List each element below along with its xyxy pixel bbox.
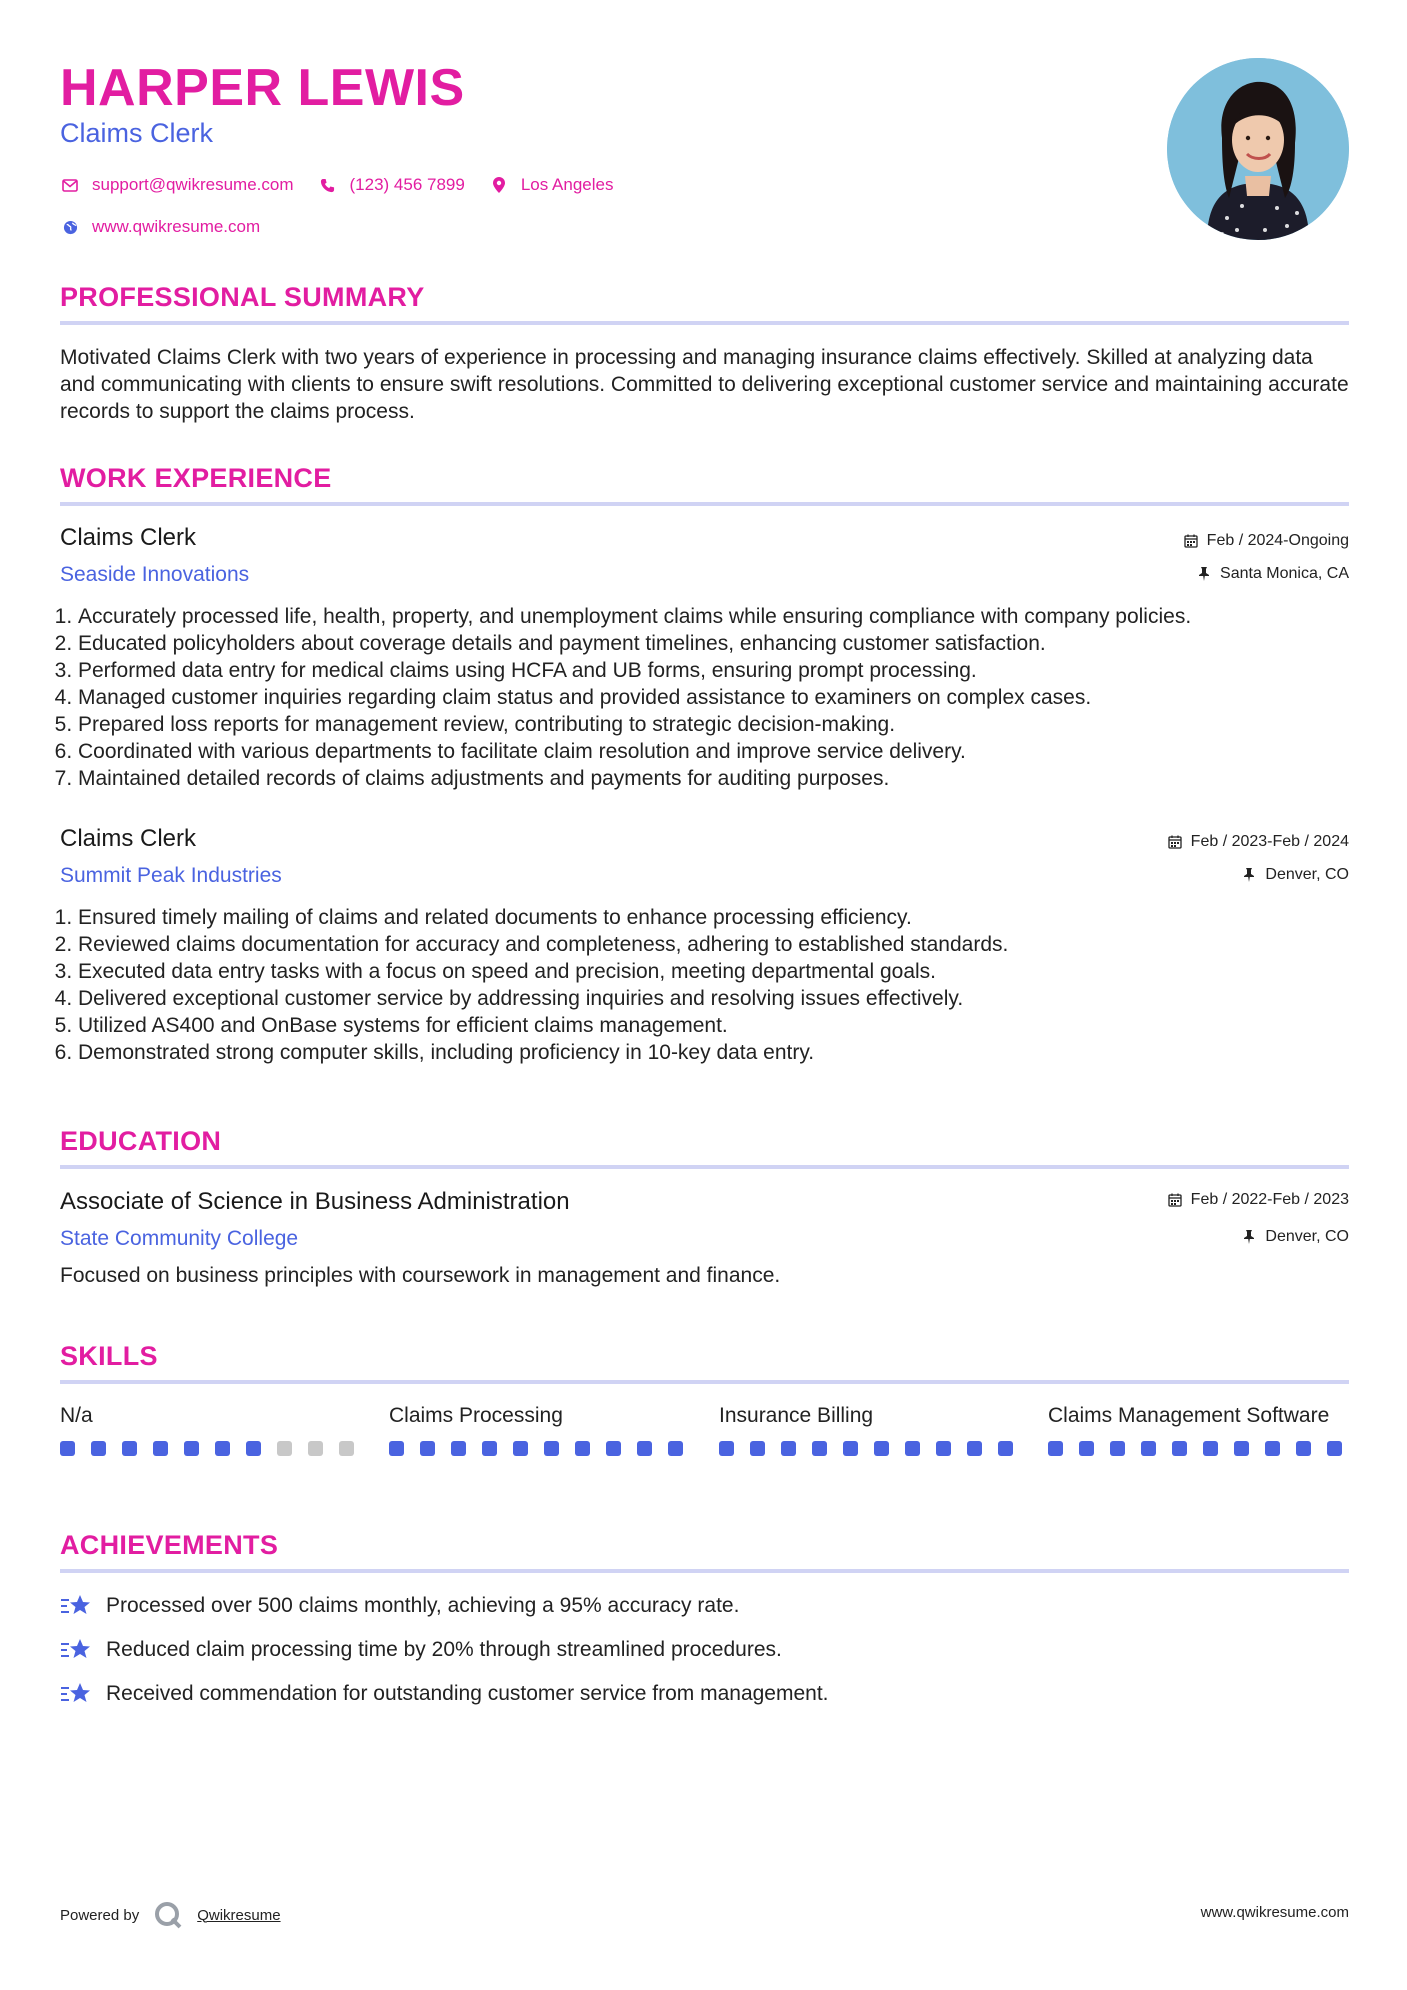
rating-dot-filled xyxy=(606,1441,621,1456)
rating-dot-filled xyxy=(122,1441,137,1456)
job-location xyxy=(1196,565,1349,583)
calendar-icon xyxy=(1167,1192,1183,1208)
rating-dot-filled xyxy=(1327,1441,1342,1456)
rating-dot-filled xyxy=(637,1441,652,1456)
rating-dot-filled xyxy=(905,1441,920,1456)
achievement-text: Received commendation for outstanding customer service from management. xyxy=(106,1682,829,1705)
job-dates xyxy=(1167,833,1349,851)
skills-divider xyxy=(60,1380,1349,1384)
rating-dot-empty xyxy=(277,1441,292,1456)
rating-dot-filled xyxy=(668,1441,683,1456)
education-divider xyxy=(60,1165,1349,1169)
star-icon xyxy=(60,1636,92,1664)
powered-by-label: Powered by xyxy=(60,1906,140,1924)
rating-dot-filled xyxy=(451,1441,466,1456)
list-item: 5. Utilized AS400 and OnBase systems for efficient claims management. xyxy=(78,1012,1367,1039)
job-dates xyxy=(1183,532,1349,550)
profile-photo xyxy=(1167,58,1349,240)
footer-website-link[interactable]: www.qwikresume.com xyxy=(1200,1904,1349,1921)
pushpin-icon xyxy=(1196,566,1212,582)
achievements-divider xyxy=(60,1569,1349,1573)
rating-dot-filled xyxy=(215,1441,230,1456)
list-item: 7. Maintained detailed records of claims adjustments and payments for auditing purposes. xyxy=(78,765,1367,792)
job-dates-text: Feb / 2023-Feb / 2024 xyxy=(1190,833,1349,850)
skill-item xyxy=(389,1402,689,1456)
rating-dot-filled xyxy=(936,1441,951,1456)
skill-rating xyxy=(719,1441,1019,1456)
envelope-icon xyxy=(60,175,80,195)
email-item[interactable] xyxy=(60,175,294,195)
list-item: 4. Managed customer inquiries regarding claim status and provided assistance to examiners on complex cases. xyxy=(78,684,1367,711)
achievement-text: Processed over 500 claims monthly, achieving a 95% accuracy rate. xyxy=(106,1594,740,1617)
skill-item xyxy=(1048,1402,1348,1456)
list-item: 6. Coordinated with various departments to facilitate claim resolution and improve service delivery. xyxy=(78,738,1367,765)
rating-dot-empty xyxy=(308,1441,323,1456)
rating-dot-filled xyxy=(1079,1441,1094,1456)
contact-info xyxy=(60,172,625,240)
phone-item[interactable] xyxy=(318,175,465,195)
skills-heading: SKILLS xyxy=(60,1341,158,1371)
skill-name: N/a xyxy=(60,1404,93,1427)
rating-dot-filled xyxy=(91,1441,106,1456)
rating-dot-filled xyxy=(60,1441,75,1456)
rating-dot-filled xyxy=(1234,1441,1249,1456)
list-item: 2. Reviewed claims documentation for accuracy and completeness, adhering to established standards. xyxy=(78,931,1367,958)
location-item xyxy=(489,175,614,195)
job-location xyxy=(1241,866,1349,884)
list-item: 2. Educated policyholders about coverage details and payment timelines, enhancing customer satisfaction. xyxy=(78,630,1367,657)
rating-dot-filled xyxy=(781,1441,796,1456)
globe-icon xyxy=(60,217,80,237)
list-item: 1. Ensured timely mailing of claims and related documents to enhance processing efficiency. xyxy=(78,904,1367,931)
rating-dot-filled xyxy=(420,1441,435,1456)
star-icon xyxy=(60,1592,92,1620)
rating-dot-filled xyxy=(184,1441,199,1456)
rating-dot-filled xyxy=(719,1441,734,1456)
list-item: 6. Demonstrated strong computer skills, including proficiency in 10-key data entry. xyxy=(78,1039,1367,1066)
rating-dot-filled xyxy=(246,1441,261,1456)
phone-text: (123) 456 7899 xyxy=(349,175,465,194)
pushpin-icon xyxy=(1241,1229,1257,1245)
skill-item xyxy=(719,1402,1019,1456)
rating-dot-filled xyxy=(1172,1441,1187,1456)
list-item: 1. Accurately processed life, health, property, and unemployment claims while ensuring compliance with company policies. xyxy=(78,603,1367,630)
rating-dot-filled xyxy=(812,1441,827,1456)
job-title: Claims Clerk xyxy=(60,524,197,551)
footer-branding xyxy=(60,1900,281,1930)
achievement-text: Reduced claim processing time by 20% through streamlined procedures. xyxy=(106,1638,782,1661)
rating-dot-filled xyxy=(1203,1441,1218,1456)
education-dates xyxy=(1167,1191,1349,1209)
job-location-text: Santa Monica, CA xyxy=(1220,565,1349,582)
company-name: Summit Peak Industries xyxy=(60,864,282,887)
skill-name: Claims Processing xyxy=(389,1404,563,1427)
summary-heading: PROFESSIONAL SUMMARY xyxy=(60,282,425,312)
pushpin-icon xyxy=(1241,867,1257,883)
list-item: 4. Delivered exceptional customer service by addressing inquiries and resolving issues effectively. xyxy=(78,985,1367,1012)
experience-heading: WORK EXPERIENCE xyxy=(60,463,332,493)
rating-dot-filled xyxy=(1265,1441,1280,1456)
summary-divider xyxy=(60,321,1349,325)
candidate-role: Claims Clerk xyxy=(60,118,214,148)
job-bullets xyxy=(60,603,1367,792)
rating-dot-filled xyxy=(874,1441,889,1456)
skill-name: Claims Management Software xyxy=(1048,1404,1330,1427)
company-name: Seaside Innovations xyxy=(60,563,250,586)
job-dates-text: Feb / 2024-Ongoing xyxy=(1206,532,1349,549)
achievement-item xyxy=(60,1592,739,1620)
qwikresume-logo-icon xyxy=(153,1900,183,1930)
map-pin-icon xyxy=(489,175,509,195)
summary-text: Motivated Claims Clerk with two years of experience in processing and managing insurance claims effectively. Skilled at analyzing data and communicating with clients to ensure swift resolutions. Committed to delivering exceptional customer service and maintaining accurate records to support the claims process. xyxy=(60,346,1349,423)
achievements-heading: ACHIEVEMENTS xyxy=(60,1530,279,1560)
rating-dot-filled xyxy=(750,1441,765,1456)
school-name: State Community College xyxy=(60,1227,299,1250)
list-item: 3. Performed data entry for medical claims using HCFA and UB forms, ensuring prompt processing. xyxy=(78,657,1367,684)
education-location xyxy=(1241,1228,1349,1246)
rating-dot-filled xyxy=(513,1441,528,1456)
rating-dot-filled xyxy=(843,1441,858,1456)
rating-dot-filled xyxy=(544,1441,559,1456)
list-item: 5. Prepared loss reports for management review, contributing to strategic decision-making. xyxy=(78,711,1367,738)
skill-rating xyxy=(389,1441,689,1456)
list-item: 3. Executed data entry tasks with a focus on speed and precision, meeting departmental goals. xyxy=(78,958,1367,985)
job-location-text: Denver, CO xyxy=(1265,866,1349,883)
achievement-item xyxy=(60,1680,829,1708)
education-heading: EDUCATION xyxy=(60,1126,222,1156)
calendar-icon xyxy=(1183,533,1199,549)
website-text: www.qwikresume.com xyxy=(92,217,261,236)
rating-dot-filled xyxy=(1110,1441,1125,1456)
experience-divider xyxy=(60,502,1349,506)
education-dates-text: Feb / 2022-Feb / 2023 xyxy=(1190,1191,1349,1208)
rating-dot-filled xyxy=(153,1441,168,1456)
skill-item xyxy=(60,1402,360,1456)
skill-rating xyxy=(60,1441,360,1456)
skill-name: Insurance Billing xyxy=(719,1404,874,1427)
rating-dot-filled xyxy=(1141,1441,1156,1456)
rating-dot-filled xyxy=(1296,1441,1311,1456)
rating-dot-filled xyxy=(998,1441,1013,1456)
calendar-icon xyxy=(1167,834,1183,850)
education-description: Focused on business principles with coursework in management and finance. xyxy=(60,1264,781,1287)
email-text: support@qwikresume.com xyxy=(92,175,294,194)
resume-page xyxy=(60,0,1349,1990)
rating-dot-filled xyxy=(389,1441,404,1456)
skill-rating xyxy=(1048,1441,1348,1456)
rating-dot-empty xyxy=(339,1441,354,1456)
website-item[interactable] xyxy=(60,217,260,237)
degree-title: Associate of Science in Business Administration xyxy=(60,1188,570,1215)
rating-dot-filled xyxy=(967,1441,982,1456)
rating-dot-filled xyxy=(1048,1441,1063,1456)
footer-brand-link[interactable]: Qwikresume xyxy=(197,1906,281,1924)
rating-dot-filled xyxy=(575,1441,590,1456)
rating-dot-filled xyxy=(482,1441,497,1456)
phone-icon xyxy=(318,175,338,195)
candidate-name: HARPER LEWIS xyxy=(60,59,465,117)
education-location-text: Denver, CO xyxy=(1265,1228,1349,1245)
location-text: Los Angeles xyxy=(520,175,614,194)
star-icon xyxy=(60,1680,92,1708)
achievement-item xyxy=(60,1636,782,1664)
job-title: Claims Clerk xyxy=(60,825,197,852)
job-bullets xyxy=(60,904,1367,1066)
